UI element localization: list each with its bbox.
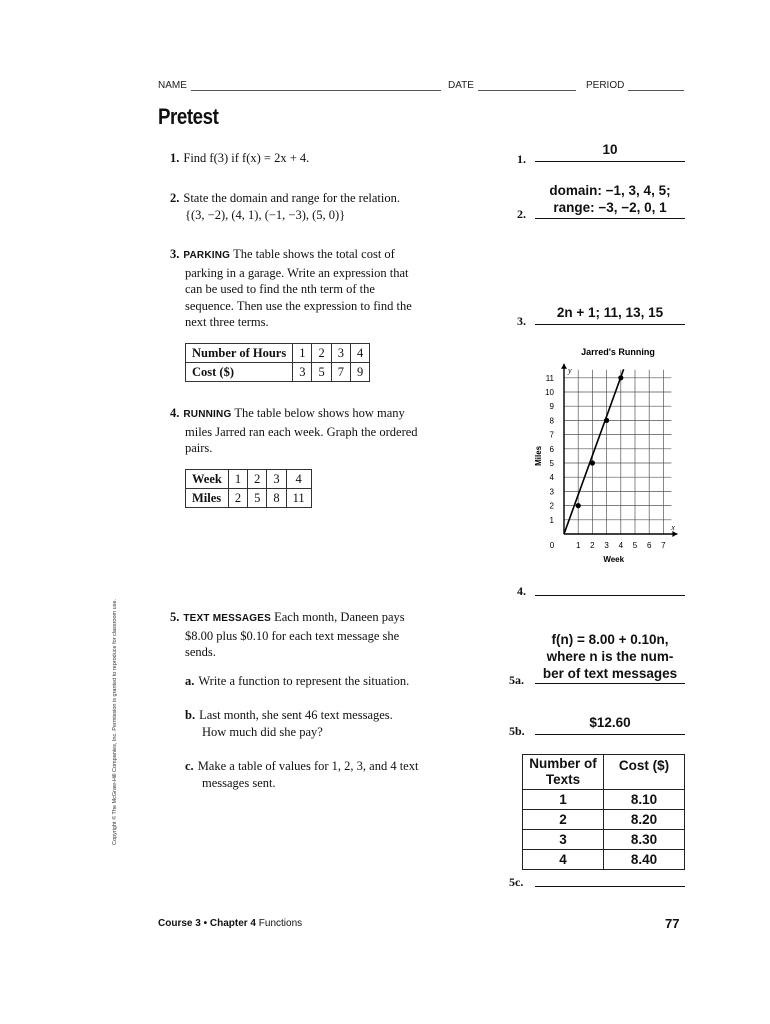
y-tick-label: 4 [549,473,554,483]
x-axis-label: Week [603,555,625,564]
footer-chapter: Chapter 4 [209,918,256,929]
table-cell: 4 [286,470,311,489]
y-tick-label: 8 [549,416,554,426]
table-cell: 1 [523,790,604,810]
y-tick-label: 5 [549,459,554,468]
table-cell: 8 [267,489,286,508]
table-header: Number of Hours [186,344,293,363]
answer-5a-line-3: ber of text messages [542,666,678,681]
question-1-text: Find f(3) if f(x) = 2x + 4. [183,151,310,165]
question-5c-line-2: messages sent. [202,775,276,790]
question-3-line-4: sequence. Then use the expression to find the [185,298,412,313]
y-axis-name: y [568,365,572,375]
question-5a-label: a. [185,674,195,688]
footer-topic: Functions [258,918,303,929]
name-field [158,80,441,91]
date-label: DATE [448,80,474,91]
table-cell: 2 [312,344,331,363]
answer-5b-text: $12.60 [589,715,631,730]
origin-label: 0 [549,541,555,550]
answer-3-text: 2n + 1; 11, 13, 15 [556,305,664,320]
table-cell: 9 [350,363,369,382]
question-2-relation: {(3, −2), (4, 1), (−1, −3), (5, 0)} [185,207,346,222]
table-cell: 1 [228,470,247,489]
answer-2-range: range: −3, −2, 0, 1 [553,200,667,215]
question-4-line-3: pairs. [185,441,213,455]
table-header: Cost ($) [186,363,293,382]
y-tick-label: 11 [545,373,554,383]
answer-5a-line-1: f(n) = 8.00 + 0.10n, [551,632,669,647]
answer-5c-table [522,754,685,870]
name-line[interactable] [191,80,441,91]
question-5b-line-1: Last month, she sent 46 text messages. [199,708,393,722]
x-tick-label: 7 [661,541,666,550]
question-1 [170,150,309,167]
table-cell: 5 [248,489,267,508]
answer-2-number: 2. [517,207,526,221]
question-3-line-5: next three terms. [185,315,269,329]
running-table [185,469,312,508]
question-5-tag: TEXT MESSAGES [183,613,271,624]
question-5c-label: c. [185,759,194,773]
data-point [604,418,609,423]
page-number: 77 [665,916,680,931]
chart-title: Jarred's Running [581,347,655,357]
answer-3-number: 3. [517,314,526,328]
table-cell: 8.20 [604,810,685,830]
running-graph [520,338,690,570]
question-5a [185,673,409,690]
footer-course: Course 3 [158,918,201,929]
page-footer [158,918,302,929]
question-4 [170,405,470,457]
table-row [523,810,685,830]
table-header: Number of Texts [523,755,604,790]
table-header: Miles [186,489,229,508]
table-cell: 3 [523,830,604,850]
question-5 [170,609,470,661]
answer-4-number: 4. [517,584,526,598]
answer-5a-text [532,631,688,682]
answer-2-domain: domain: −1, 3, 4, 5; [549,183,671,198]
y-tick-label: 3 [549,487,554,497]
date-field [448,80,576,91]
data-point [576,503,581,508]
answer-2-text [535,182,685,216]
table-cell: 11 [286,489,311,508]
table-cell: 2 [523,810,604,830]
table-row [186,363,370,382]
question-5b [185,707,393,740]
answer-3-line[interactable] [535,323,685,325]
answer-5b-number: 5b. [509,724,525,738]
x-tick-label: 3 [604,541,609,550]
question-3-line-2: parking in a garage. Write an expression that [185,265,409,280]
question-5a-text: Write a function to represent the situation. [198,674,410,688]
question-5b-label: b. [185,708,196,722]
table-cell: 3 [293,363,312,382]
question-1-number: 1. [170,151,180,165]
question-3-line-1: The table shows the total cost of [233,247,395,261]
table-cell: 2 [228,489,247,508]
y-tick-label: 2 [549,501,554,511]
table-header: Cost ($) [604,755,685,790]
answer-5c-number: 5c. [509,875,524,889]
question-3-tag: PARKING [183,250,231,261]
y-tick-label: 7 [549,430,554,440]
table-header: Week [186,470,229,489]
table-cell: 4 [350,344,369,363]
x-tick-label: 5 [632,541,638,550]
answer-5a-line[interactable] [535,682,685,684]
period-label: PERIOD [586,80,625,91]
answer-1-number: 1. [517,152,526,166]
question-3-number: 3. [170,247,180,261]
table-cell: 7 [331,363,350,382]
period-line[interactable] [628,80,684,91]
page-title: Pretest [158,104,219,129]
x-tick-label: 4 [618,541,624,550]
answer-2-line[interactable] [535,217,685,219]
question-2-text: State the domain and range for the relation. [183,191,400,205]
question-2-number: 2. [170,191,180,205]
answer-1-text: 10 [602,142,618,157]
data-point [590,460,595,465]
table-row [523,830,685,850]
table-cell: 4 [523,850,604,870]
name-label: NAME [158,80,187,91]
question-4-line-1: The table below shows how many [234,406,405,420]
parking-table [185,343,370,382]
question-5b-line-2: How much did she pay? [202,724,323,739]
data-point [618,375,623,380]
question-5c-line-1: Make a table of values for 1, 2, 3, and 4 text [197,759,419,773]
answer-1-line[interactable] [535,160,685,162]
y-tick-label: 10 [545,388,554,397]
table-cell: 3 [267,470,286,489]
table-cell: 8.10 [604,790,685,810]
table-row [186,470,312,489]
question-5-line-2: $8.00 plus $0.10 for each text message she [185,628,400,643]
question-3 [170,246,470,331]
question-5c [185,758,418,791]
table-cell: 8.40 [604,850,685,870]
series-line [564,369,624,534]
question-4-line-2: miles Jarred ran each week. Graph the ordered [185,424,418,439]
x-tick-label: 6 [646,541,652,550]
table-row [523,790,685,810]
question-5-line-1: Each month, Daneen pays [274,610,405,624]
answer-5b-line[interactable] [535,733,685,735]
table-cell: 5 [312,363,331,382]
question-5-line-3: sends. [185,645,216,659]
y-tick-label: 1 [549,515,554,525]
question-3-line-3: can be used to find the nth term of the [185,282,375,296]
date-line[interactable] [478,80,576,91]
y-tick-label: 6 [549,444,554,454]
table-cell: 2 [248,470,267,489]
answer-4-line[interactable] [535,594,685,596]
table-cell: 3 [331,344,350,363]
x-tick-label: 1 [575,541,581,550]
table-cell: 1 [293,344,312,363]
footer-bullet: • [203,918,208,929]
answer-5a-number: 5a. [509,673,524,687]
table-row [523,850,685,870]
y-axis-arrow [561,364,567,369]
answer-5a-line-2: where n is the num- [546,649,674,664]
x-axis-name: x [671,523,675,532]
table-row [186,489,312,508]
x-tick-label: 2 [590,541,595,550]
question-4-tag: RUNNING [183,409,232,420]
y-tick-label: 9 [549,402,554,412]
table-cell: 8.30 [604,830,685,850]
period-field [586,80,684,91]
question-2 [170,190,400,223]
table-row [186,344,370,363]
question-4-number: 4. [170,406,180,420]
copyright-notice: Copyright © The McGraw-Hill Companies, Inc. Permission is granted to reproduce for classroom use. [112,598,118,845]
answer-5c-line[interactable] [535,885,685,887]
y-axis-label: Miles [534,445,543,466]
question-5-number: 5. [170,610,180,624]
table-row [523,755,685,790]
